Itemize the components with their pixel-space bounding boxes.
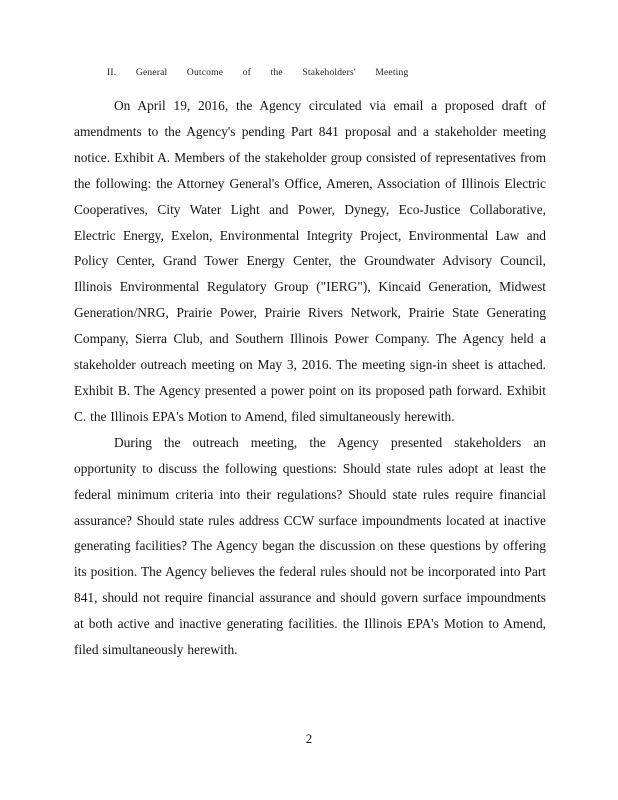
paragraph-outreach-discussion: During the outreach meeting, the Agency presented stakeholders an opportunity to discuss the following questions: Should state rules adopt at least the federal minimum criteria into their regulations? Should state rules require financial assurance? Should state rules address CCW surface impoundments located at inactive generating facilities? The Agency began the discussion on these questions by offering its position. The Agency believes the federal rules should not be incorporated into Part 841, should not require financial assurance and should govern surface impoundments at both active and inactive generating facilities. the Illinois EPA's Motion to Amend, filed simultaneously herewith.	[74, 434, 546, 658]
section-heading: II. General Outcome of the Stakeholders' Meeting	[107, 68, 409, 78]
page-number: 2	[305, 731, 313, 746]
paragraph-stakeholder-meeting: On April 19, 2016, the Agency circulated via email a proposed draft of amendments to the Agency's pending Part 841 proposal and a stakeholder meeting notice. Exhibit A. Members of the stakeholder group consisted of representatives from the following: the Attorney General's Office, Ameren, Association of Illinois Electric Cooperatives, City Water Light and Power, Dynegy, Eco-Justice Collaborative, Electric Energy, Exelon, Environmental Integrity Project, Environmental Law and Policy Center, Grand Tower Energy Center, the Groundwater Advisory Council, Illinois Environmental Regulatory Group ("IERG"), Kincaid Generation, Midwest Generation/NRG, Prairie Power, Prairie Rivers Network, Prairie State Generating Company, Sierra Club, and Southern Illinois Power Company. The Agency held a stakeholder outreach meeting on May 3, 2016. The meeting sign-in sheet is attached. Exhibit B. The Agency presented a power point on its proposed path forward. Exhibit C. the Illinois EPA's Motion to Amend, filed simultaneously herewith.	[74, 98, 546, 424]
